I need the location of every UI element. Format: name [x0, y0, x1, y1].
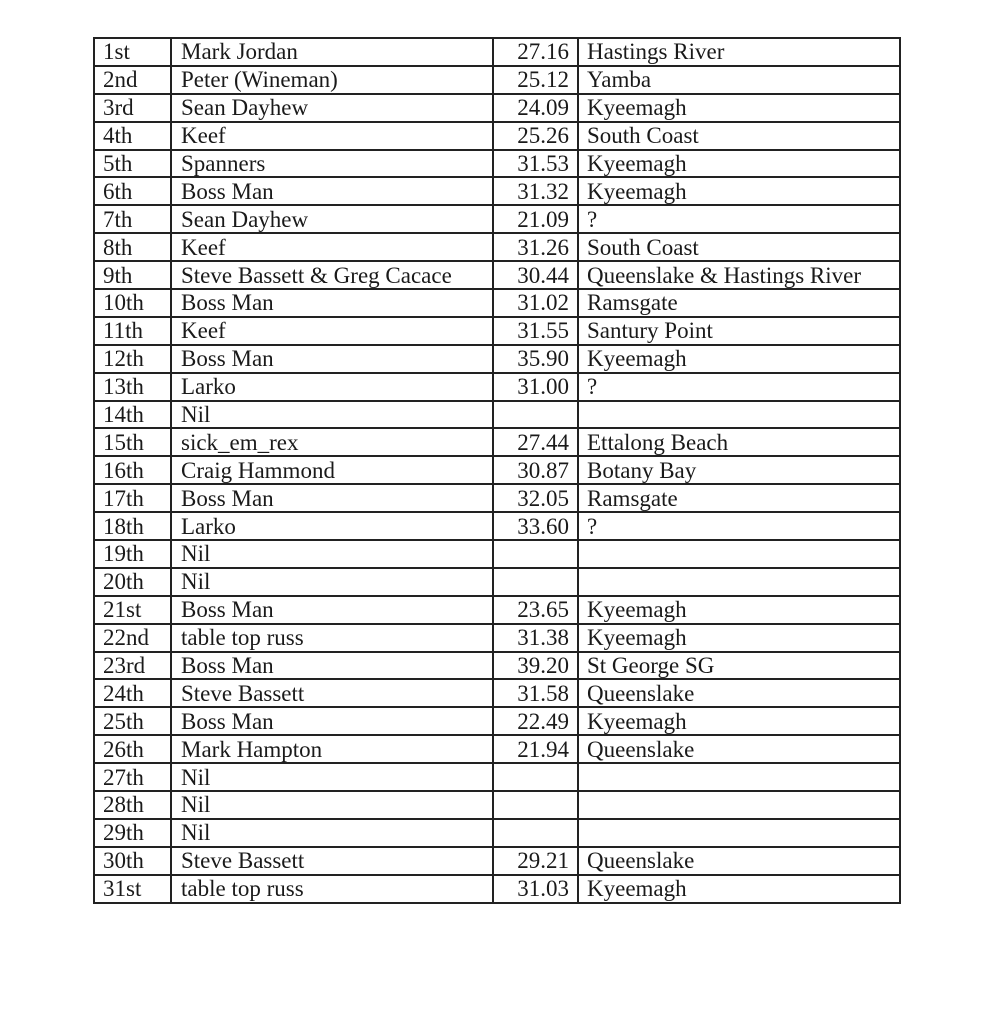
location-cell: Kyeemagh — [578, 875, 900, 903]
name-cell: Steve Bassett — [171, 847, 493, 875]
weight-cell — [493, 763, 578, 791]
name-cell: Boss Man — [171, 596, 493, 624]
place-cell: 29th — [94, 819, 171, 847]
weight-cell: 31.38 — [493, 624, 578, 652]
name-cell: Nil — [171, 791, 493, 819]
weight-cell: 21.09 — [493, 205, 578, 233]
location-cell: ? — [578, 512, 900, 540]
location-cell: St George SG — [578, 652, 900, 680]
table-row — [94, 261, 900, 289]
weight-cell: 35.90 — [493, 345, 578, 373]
place-cell: 10th — [94, 289, 171, 317]
weight-cell — [493, 401, 578, 429]
table-row — [94, 317, 900, 345]
table-row — [94, 875, 900, 903]
name-cell: Nil — [171, 568, 493, 596]
weight-cell: 32.05 — [493, 484, 578, 512]
weight-cell — [493, 540, 578, 568]
name-cell: Sean Dayhew — [171, 94, 493, 122]
name-cell: Sean Dayhew — [171, 205, 493, 233]
weight-cell: 31.02 — [493, 289, 578, 317]
weight-cell: 31.55 — [493, 317, 578, 345]
name-cell: Boss Man — [171, 345, 493, 373]
table-row — [94, 66, 900, 94]
weight-cell: 23.65 — [493, 596, 578, 624]
location-cell: Santury Point — [578, 317, 900, 345]
table-row — [94, 624, 900, 652]
table-row — [94, 94, 900, 122]
location-cell: Yamba — [578, 66, 900, 94]
location-cell — [578, 763, 900, 791]
table-row — [94, 233, 900, 261]
table-row — [94, 484, 900, 512]
location-cell: South Coast — [578, 233, 900, 261]
table-row — [94, 568, 900, 596]
location-cell — [578, 540, 900, 568]
location-cell: Kyeemagh — [578, 345, 900, 373]
weight-cell: 31.58 — [493, 679, 578, 707]
table-row — [94, 540, 900, 568]
name-cell: Steve Bassett & Greg Cacace — [171, 261, 493, 289]
place-cell: 27th — [94, 763, 171, 791]
location-cell: Kyeemagh — [578, 177, 900, 205]
table-row — [94, 122, 900, 150]
weight-cell: 30.87 — [493, 456, 578, 484]
location-cell: Queenslake — [578, 735, 900, 763]
table-row — [94, 847, 900, 875]
place-cell: 25th — [94, 707, 171, 735]
name-cell: Boss Man — [171, 177, 493, 205]
location-cell: Hastings River — [578, 38, 900, 66]
place-cell: 20th — [94, 568, 171, 596]
place-cell: 11th — [94, 317, 171, 345]
weight-cell: 33.60 — [493, 512, 578, 540]
name-cell: Nil — [171, 540, 493, 568]
place-cell: 14th — [94, 401, 171, 429]
location-cell: Kyeemagh — [578, 150, 900, 178]
place-cell: 4th — [94, 122, 171, 150]
location-cell: Ramsgate — [578, 484, 900, 512]
place-cell: 31st — [94, 875, 171, 903]
place-cell: 7th — [94, 205, 171, 233]
place-cell: 2nd — [94, 66, 171, 94]
table-row — [94, 791, 900, 819]
name-cell: Keef — [171, 317, 493, 345]
name-cell: Steve Bassett — [171, 679, 493, 707]
place-cell: 1st — [94, 38, 171, 66]
name-cell: Nil — [171, 819, 493, 847]
weight-cell: 30.44 — [493, 261, 578, 289]
location-cell: Queenslake — [578, 847, 900, 875]
name-cell: Craig Hammond — [171, 456, 493, 484]
location-cell: Kyeemagh — [578, 94, 900, 122]
weight-cell: 29.21 — [493, 847, 578, 875]
place-cell: 3rd — [94, 94, 171, 122]
name-cell: Boss Man — [171, 484, 493, 512]
place-cell: 30th — [94, 847, 171, 875]
location-cell: South Coast — [578, 122, 900, 150]
location-cell — [578, 401, 900, 429]
weight-cell: 31.26 — [493, 233, 578, 261]
weight-cell: 31.53 — [493, 150, 578, 178]
weight-cell: 31.03 — [493, 875, 578, 903]
table-row — [94, 38, 900, 66]
place-cell: 22nd — [94, 624, 171, 652]
place-cell: 17th — [94, 484, 171, 512]
table-row — [94, 679, 900, 707]
location-cell: ? — [578, 205, 900, 233]
location-cell — [578, 568, 900, 596]
table-row — [94, 205, 900, 233]
place-cell: 12th — [94, 345, 171, 373]
weight-cell: 22.49 — [493, 707, 578, 735]
place-cell: 24th — [94, 679, 171, 707]
place-cell: 9th — [94, 261, 171, 289]
name-cell: Larko — [171, 512, 493, 540]
name-cell: Boss Man — [171, 289, 493, 317]
name-cell: Peter (Wineman) — [171, 66, 493, 94]
weight-cell — [493, 791, 578, 819]
name-cell: Keef — [171, 233, 493, 261]
table-row — [94, 177, 900, 205]
weight-cell: 25.12 — [493, 66, 578, 94]
table-row — [94, 289, 900, 317]
place-cell: 16th — [94, 456, 171, 484]
weight-cell: 24.09 — [493, 94, 578, 122]
place-cell: 26th — [94, 735, 171, 763]
place-cell: 23rd — [94, 652, 171, 680]
weight-cell: 31.32 — [493, 177, 578, 205]
weight-cell: 27.16 — [493, 38, 578, 66]
name-cell: Larko — [171, 373, 493, 401]
weight-cell: 27.44 — [493, 428, 578, 456]
name-cell: table top russ — [171, 624, 493, 652]
name-cell: Mark Hampton — [171, 735, 493, 763]
table-row — [94, 596, 900, 624]
name-cell: Boss Man — [171, 652, 493, 680]
table-row — [94, 707, 900, 735]
location-cell: Kyeemagh — [578, 707, 900, 735]
name-cell: Nil — [171, 401, 493, 429]
place-cell: 19th — [94, 540, 171, 568]
table-row — [94, 735, 900, 763]
weight-cell: 25.26 — [493, 122, 578, 150]
location-cell: Queenslake & Hastings River — [578, 261, 900, 289]
name-cell: Boss Man — [171, 707, 493, 735]
name-cell: Nil — [171, 763, 493, 791]
place-cell: 21st — [94, 596, 171, 624]
name-cell: table top russ — [171, 875, 493, 903]
location-cell: Botany Bay — [578, 456, 900, 484]
location-cell — [578, 791, 900, 819]
table-row — [94, 428, 900, 456]
place-cell: 15th — [94, 428, 171, 456]
table-row — [94, 819, 900, 847]
place-cell: 8th — [94, 233, 171, 261]
location-cell: Kyeemagh — [578, 624, 900, 652]
place-cell: 18th — [94, 512, 171, 540]
table-row — [94, 456, 900, 484]
table-row — [94, 512, 900, 540]
weight-cell: 39.20 — [493, 652, 578, 680]
weight-cell — [493, 568, 578, 596]
location-cell: Ettalong Beach — [578, 428, 900, 456]
place-cell: 5th — [94, 150, 171, 178]
location-cell: Queenslake — [578, 679, 900, 707]
results-table-body — [94, 38, 900, 903]
table-row — [94, 373, 900, 401]
location-cell: Kyeemagh — [578, 596, 900, 624]
place-cell: 28th — [94, 791, 171, 819]
table-row — [94, 401, 900, 429]
name-cell: Mark Jordan — [171, 38, 493, 66]
weight-cell: 31.00 — [493, 373, 578, 401]
location-cell: Ramsgate — [578, 289, 900, 317]
place-cell: 13th — [94, 373, 171, 401]
location-cell — [578, 819, 900, 847]
weight-cell — [493, 819, 578, 847]
location-cell: ? — [578, 373, 900, 401]
table-row — [94, 763, 900, 791]
name-cell: Spanners — [171, 150, 493, 178]
weight-cell: 21.94 — [493, 735, 578, 763]
table-row — [94, 345, 900, 373]
table-row — [94, 150, 900, 178]
results-table — [93, 37, 901, 904]
place-cell: 6th — [94, 177, 171, 205]
table-row — [94, 652, 900, 680]
name-cell: sick_em_rex — [171, 428, 493, 456]
name-cell: Keef — [171, 122, 493, 150]
